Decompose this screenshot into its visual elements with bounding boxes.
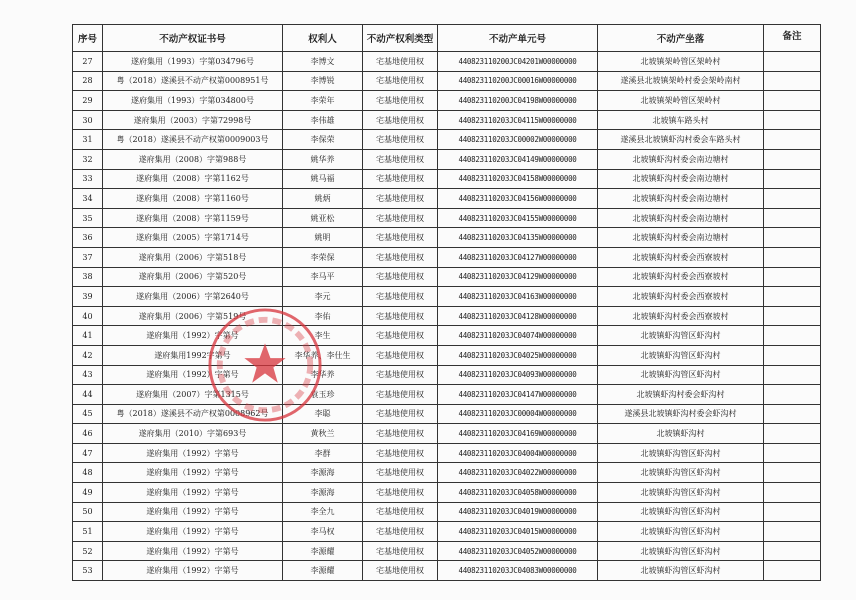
cell-location: 遂溪县北坡镇虾沟村委会虾沟村 bbox=[598, 404, 764, 424]
cell-certificate-no: 遂府集用（2008）字第1162号 bbox=[103, 169, 283, 189]
table-row bbox=[73, 463, 821, 483]
cell-right-holder: 袁玉珍 bbox=[283, 385, 363, 405]
cell-certificate-no: 遂府集用（1993）字第034796号 bbox=[103, 52, 283, 72]
cell-right-type: 宅基地使用权 bbox=[363, 130, 438, 150]
cell-right-holder: 李伟雄 bbox=[283, 110, 363, 130]
table-row bbox=[73, 385, 821, 405]
cell-remark bbox=[764, 267, 821, 287]
cell-unit-no: 440823110203JC04156W00000000 bbox=[438, 189, 598, 209]
cell-right-holder: 李马权 bbox=[283, 522, 363, 542]
cell-right-type: 宅基地使用权 bbox=[363, 189, 438, 209]
cell-location: 北坡镇架岭管区架岭村 bbox=[598, 91, 764, 111]
cell-unit-no: 440823110203JC04004W00000000 bbox=[438, 443, 598, 463]
cell-certificate-no: 遂府集用（1992）字第号 bbox=[103, 522, 283, 542]
cell-unit-no: 440823110203JC04022W00000000 bbox=[438, 463, 598, 483]
table-row bbox=[73, 247, 821, 267]
cell-remark bbox=[764, 149, 821, 169]
cell-right-type: 宅基地使用权 bbox=[363, 52, 438, 72]
cell-location: 北坡镇虾沟村委会南边塘村 bbox=[598, 208, 764, 228]
table-row bbox=[73, 228, 821, 248]
cell-right-type: 宅基地使用权 bbox=[363, 247, 438, 267]
cell-location: 北坡镇虾沟管区虾沟村 bbox=[598, 443, 764, 463]
cell-right-holder: 李佑 bbox=[283, 306, 363, 326]
cell-unit-no: 440823110203JC04158W00000000 bbox=[438, 169, 598, 189]
cell-index: 27 bbox=[73, 52, 103, 72]
cell-right-type: 宅基地使用权 bbox=[363, 463, 438, 483]
cell-remark bbox=[764, 443, 821, 463]
cell-location: 北坡镇虾沟村委会南边塘村 bbox=[598, 228, 764, 248]
cell-location: 北坡镇虾沟管区虾沟村 bbox=[598, 502, 764, 522]
cell-location: 北坡镇虾沟管区虾沟村 bbox=[598, 326, 764, 346]
cell-remark bbox=[764, 91, 821, 111]
cell-location: 北坡镇虾沟村委会西寮坡村 bbox=[598, 287, 764, 307]
cell-right-holder: 李元 bbox=[283, 287, 363, 307]
cell-index: 49 bbox=[73, 483, 103, 503]
cell-unit-no: 440823110200JC04201W00000000 bbox=[438, 52, 598, 72]
table-row bbox=[73, 110, 821, 130]
cell-certificate-no: 遂府集用1992字第号 bbox=[103, 345, 283, 365]
cell-index: 48 bbox=[73, 463, 103, 483]
cell-remark bbox=[764, 110, 821, 130]
cell-remark bbox=[764, 561, 821, 581]
cell-certificate-no: 遂府集用（1992）字第号 bbox=[103, 502, 283, 522]
cell-unit-no: 440823110203JC04169W00000000 bbox=[438, 424, 598, 444]
cell-right-holder: 李生 bbox=[283, 326, 363, 346]
cell-right-holder: 李华养 bbox=[283, 365, 363, 385]
cell-certificate-no: 遂府集用（2003）字第72998号 bbox=[103, 110, 283, 130]
cell-remark bbox=[764, 287, 821, 307]
cell-remark bbox=[764, 483, 821, 503]
cell-right-holder: 姚炳 bbox=[283, 189, 363, 209]
cell-index: 36 bbox=[73, 228, 103, 248]
cell-unit-no: 440823110203JC04019W00000000 bbox=[438, 502, 598, 522]
table-row bbox=[73, 306, 821, 326]
cell-certificate-no: 遂府集用（2006）字第519号 bbox=[103, 306, 283, 326]
cell-unit-no: 440823110203JC00002W00000000 bbox=[438, 130, 598, 150]
header-right-holder: 权利人 bbox=[283, 25, 363, 52]
cell-certificate-no: 遂府集用（2008）字第988号 bbox=[103, 149, 283, 169]
table-row bbox=[73, 561, 821, 581]
cell-unit-no: 440823110203JC04093W00000000 bbox=[438, 365, 598, 385]
cell-right-holder: 姚马福 bbox=[283, 169, 363, 189]
cell-certificate-no: 遂府集用（1992）字第号 bbox=[103, 365, 283, 385]
cell-index: 45 bbox=[73, 404, 103, 424]
cell-index: 29 bbox=[73, 91, 103, 111]
cell-unit-no: 440823110203JC04083W00000000 bbox=[438, 561, 598, 581]
cell-location: 北坡镇虾沟管区虾沟村 bbox=[598, 463, 764, 483]
cell-certificate-no: 遂府集用（1992）字第号 bbox=[103, 483, 283, 503]
cell-certificate-no: 遂府集用（1992）字第号 bbox=[103, 541, 283, 561]
cell-index: 46 bbox=[73, 424, 103, 444]
cell-right-holder: 姚华养 bbox=[283, 149, 363, 169]
cell-right-holder: 李荣保 bbox=[283, 247, 363, 267]
table-row bbox=[73, 130, 821, 150]
cell-unit-no: 440823110203JC00004W00000000 bbox=[438, 404, 598, 424]
cell-right-holder: 李博文 bbox=[283, 52, 363, 72]
cell-right-type: 宅基地使用权 bbox=[363, 443, 438, 463]
cell-location: 遂溪县北坡镇虾沟村委会车路头村 bbox=[598, 130, 764, 150]
cell-right-type: 宅基地使用权 bbox=[363, 522, 438, 542]
cell-unit-no: 440823110203JC04147W00000000 bbox=[438, 385, 598, 405]
cell-right-holder: 李保荣 bbox=[283, 130, 363, 150]
cell-certificate-no: 遂府集用（2006）字第520号 bbox=[103, 267, 283, 287]
cell-unit-no: 440823110203JC04015W00000000 bbox=[438, 522, 598, 542]
cell-unit-no: 440823110203JC04052W00000000 bbox=[438, 541, 598, 561]
cell-index: 44 bbox=[73, 385, 103, 405]
cell-remark bbox=[764, 189, 821, 209]
cell-right-type: 宅基地使用权 bbox=[363, 267, 438, 287]
cell-remark bbox=[764, 345, 821, 365]
cell-unit-no: 440823110200JC04198W00000000 bbox=[438, 91, 598, 111]
cell-certificate-no: 遂府集用（1992）字第号 bbox=[103, 463, 283, 483]
cell-unit-no: 440823110203JC04025W00000000 bbox=[438, 345, 598, 365]
cell-unit-no: 440823110203JC04127W00000000 bbox=[438, 247, 598, 267]
cell-remark bbox=[764, 247, 821, 267]
cell-index: 43 bbox=[73, 365, 103, 385]
table-row bbox=[73, 169, 821, 189]
cell-unit-no: 440823110203JC04129W00000000 bbox=[438, 267, 598, 287]
cell-right-type: 宅基地使用权 bbox=[363, 365, 438, 385]
cell-right-type: 宅基地使用权 bbox=[363, 561, 438, 581]
cell-index: 40 bbox=[73, 306, 103, 326]
cell-right-type: 宅基地使用权 bbox=[363, 71, 438, 91]
cell-index: 52 bbox=[73, 541, 103, 561]
cell-location: 北坡镇虾沟村委会西寮坡村 bbox=[598, 267, 764, 287]
cell-certificate-no: 遂府集用（2010）字第693号 bbox=[103, 424, 283, 444]
cell-index: 50 bbox=[73, 502, 103, 522]
cell-index: 51 bbox=[73, 522, 103, 542]
cell-right-type: 宅基地使用权 bbox=[363, 208, 438, 228]
cell-right-type: 宅基地使用权 bbox=[363, 345, 438, 365]
cell-location: 北坡镇虾沟管区虾沟村 bbox=[598, 345, 764, 365]
cell-certificate-no: 遂府集用（1993）字第034800号 bbox=[103, 91, 283, 111]
cell-right-holder: 黄秋兰 bbox=[283, 424, 363, 444]
cell-unit-no: 440823110203JC04155W00000000 bbox=[438, 208, 598, 228]
cell-location: 北坡镇虾沟管区虾沟村 bbox=[598, 522, 764, 542]
table-row bbox=[73, 149, 821, 169]
cell-certificate-no: 遂府集用（1992）字第号 bbox=[103, 561, 283, 581]
land-rights-table bbox=[72, 24, 821, 581]
cell-index: 32 bbox=[73, 149, 103, 169]
header-certificate-no: 不动产权证书号 bbox=[103, 25, 283, 52]
cell-index: 33 bbox=[73, 169, 103, 189]
header-index: 序号 bbox=[73, 25, 103, 52]
cell-unit-no: 440823110203JC04163W00000000 bbox=[438, 287, 598, 307]
cell-location: 北坡镇虾沟村委会虾沟村 bbox=[598, 385, 764, 405]
cell-location: 北坡镇虾沟村委会南边塘村 bbox=[598, 169, 764, 189]
cell-right-type: 宅基地使用权 bbox=[363, 385, 438, 405]
table-row bbox=[73, 522, 821, 542]
cell-remark bbox=[764, 130, 821, 150]
cell-right-type: 宅基地使用权 bbox=[363, 326, 438, 346]
cell-right-holder: 李源耀 bbox=[283, 541, 363, 561]
cell-right-holder: 李聪 bbox=[283, 404, 363, 424]
cell-remark bbox=[764, 52, 821, 72]
cell-unit-no: 440823110203JC04128W00000000 bbox=[438, 306, 598, 326]
header-right-type: 不动产权利类型 bbox=[363, 25, 438, 52]
cell-index: 53 bbox=[73, 561, 103, 581]
header-remark: 备注 bbox=[764, 25, 821, 52]
cell-right-holder: 李华养、李仕生 bbox=[283, 345, 363, 365]
cell-right-type: 宅基地使用权 bbox=[363, 287, 438, 307]
table-row bbox=[73, 345, 821, 365]
cell-unit-no: 440823110203JC04135W00000000 bbox=[438, 228, 598, 248]
cell-location: 北坡镇虾沟管区虾沟村 bbox=[598, 561, 764, 581]
cell-certificate-no: 粤（2018）遂溪县不动产权第0008962号 bbox=[103, 404, 283, 424]
cell-remark bbox=[764, 365, 821, 385]
cell-remark bbox=[764, 424, 821, 444]
cell-index: 31 bbox=[73, 130, 103, 150]
cell-location: 北坡镇虾沟管区虾沟村 bbox=[598, 541, 764, 561]
cell-unit-no: 440823110203JC04149W00000000 bbox=[438, 149, 598, 169]
cell-right-holder: 李马平 bbox=[283, 267, 363, 287]
cell-right-holder: 李博锐 bbox=[283, 71, 363, 91]
cell-index: 41 bbox=[73, 326, 103, 346]
cell-unit-no: 440823110203JC04115W00000000 bbox=[438, 110, 598, 130]
table-row bbox=[73, 365, 821, 385]
cell-unit-no: 440823110203JC04058W00000000 bbox=[438, 483, 598, 503]
cell-remark bbox=[764, 541, 821, 561]
cell-right-type: 宅基地使用权 bbox=[363, 404, 438, 424]
cell-index: 39 bbox=[73, 287, 103, 307]
cell-right-holder: 李源耀 bbox=[283, 561, 363, 581]
cell-index: 37 bbox=[73, 247, 103, 267]
cell-right-holder: 姚亚松 bbox=[283, 208, 363, 228]
cell-right-type: 宅基地使用权 bbox=[363, 502, 438, 522]
cell-right-type: 宅基地使用权 bbox=[363, 483, 438, 503]
cell-right-type: 宅基地使用权 bbox=[363, 169, 438, 189]
cell-right-type: 宅基地使用权 bbox=[363, 149, 438, 169]
cell-certificate-no: 粤（2018）遂溪县不动产权第0008951号 bbox=[103, 71, 283, 91]
cell-certificate-no: 遂府集用（2006）字第518号 bbox=[103, 247, 283, 267]
cell-remark bbox=[764, 169, 821, 189]
cell-index: 30 bbox=[73, 110, 103, 130]
table-row bbox=[73, 541, 821, 561]
table-header-row bbox=[73, 25, 821, 52]
cell-remark bbox=[764, 385, 821, 405]
cell-index: 35 bbox=[73, 208, 103, 228]
cell-location: 北坡镇虾沟村 bbox=[598, 424, 764, 444]
cell-right-holder: 李群 bbox=[283, 443, 363, 463]
cell-unit-no: 440823110203JC04074W00000000 bbox=[438, 326, 598, 346]
cell-right-holder: 姚明 bbox=[283, 228, 363, 248]
cell-remark bbox=[764, 404, 821, 424]
cell-certificate-no: 遂府集用（2008）字第1159号 bbox=[103, 208, 283, 228]
cell-location: 北坡镇虾沟村委会南边塘村 bbox=[598, 149, 764, 169]
cell-certificate-no: 遂府集用（2007）字第1315号 bbox=[103, 385, 283, 405]
table-row bbox=[73, 326, 821, 346]
cell-location: 北坡镇虾沟村委会西寮坡村 bbox=[598, 306, 764, 326]
cell-certificate-no: 遂府集用（2006）字第2640号 bbox=[103, 287, 283, 307]
cell-remark bbox=[764, 228, 821, 248]
cell-certificate-no: 遂府集用（1992）字第号 bbox=[103, 326, 283, 346]
cell-index: 47 bbox=[73, 443, 103, 463]
cell-remark bbox=[764, 522, 821, 542]
cell-right-type: 宅基地使用权 bbox=[363, 110, 438, 130]
cell-location: 北坡镇车路头村 bbox=[598, 110, 764, 130]
cell-right-holder: 李全九 bbox=[283, 502, 363, 522]
cell-right-type: 宅基地使用权 bbox=[363, 91, 438, 111]
cell-remark bbox=[764, 502, 821, 522]
cell-remark bbox=[764, 326, 821, 346]
cell-certificate-no: 遂府集用（2005）字第1714号 bbox=[103, 228, 283, 248]
table-row bbox=[73, 267, 821, 287]
cell-right-holder: 李荣年 bbox=[283, 91, 363, 111]
table-row bbox=[73, 483, 821, 503]
cell-right-holder: 李源海 bbox=[283, 463, 363, 483]
table-row bbox=[73, 189, 821, 209]
cell-location: 北坡镇虾沟村委会南边塘村 bbox=[598, 189, 764, 209]
table-row bbox=[73, 287, 821, 307]
table-row bbox=[73, 208, 821, 228]
table-row bbox=[73, 91, 821, 111]
cell-right-type: 宅基地使用权 bbox=[363, 424, 438, 444]
table-row bbox=[73, 424, 821, 444]
cell-index: 28 bbox=[73, 71, 103, 91]
cell-location: 北坡镇虾沟管区虾沟村 bbox=[598, 365, 764, 385]
cell-remark bbox=[764, 306, 821, 326]
cell-right-type: 宅基地使用权 bbox=[363, 306, 438, 326]
cell-remark bbox=[764, 463, 821, 483]
header-unit-no: 不动产单元号 bbox=[438, 25, 598, 52]
cell-remark bbox=[764, 208, 821, 228]
table-row bbox=[73, 52, 821, 72]
table-row bbox=[73, 71, 821, 91]
cell-location: 北坡镇虾沟管区虾沟村 bbox=[598, 483, 764, 503]
cell-index: 34 bbox=[73, 189, 103, 209]
cell-location: 遂溪县北坡镇架岭村委会架岭南村 bbox=[598, 71, 764, 91]
table-row bbox=[73, 443, 821, 463]
cell-unit-no: 440823110200JC00016W00000000 bbox=[438, 71, 598, 91]
cell-certificate-no: 遂府集用（2008）字第1160号 bbox=[103, 189, 283, 209]
cell-right-type: 宅基地使用权 bbox=[363, 541, 438, 561]
cell-remark bbox=[764, 71, 821, 91]
table-row bbox=[73, 404, 821, 424]
header-location: 不动产坐落 bbox=[598, 25, 764, 52]
cell-location: 北坡镇架岭管区架岭村 bbox=[598, 52, 764, 72]
cell-certificate-no: 粤（2018）遂溪县不动产权第0009003号 bbox=[103, 130, 283, 150]
cell-index: 38 bbox=[73, 267, 103, 287]
cell-location: 北坡镇虾沟村委会西寮坡村 bbox=[598, 247, 764, 267]
cell-right-holder: 李源海 bbox=[283, 483, 363, 503]
cell-certificate-no: 遂府集用（1992）字第号 bbox=[103, 443, 283, 463]
table-row bbox=[73, 502, 821, 522]
cell-index: 42 bbox=[73, 345, 103, 365]
cell-right-type: 宅基地使用权 bbox=[363, 228, 438, 248]
